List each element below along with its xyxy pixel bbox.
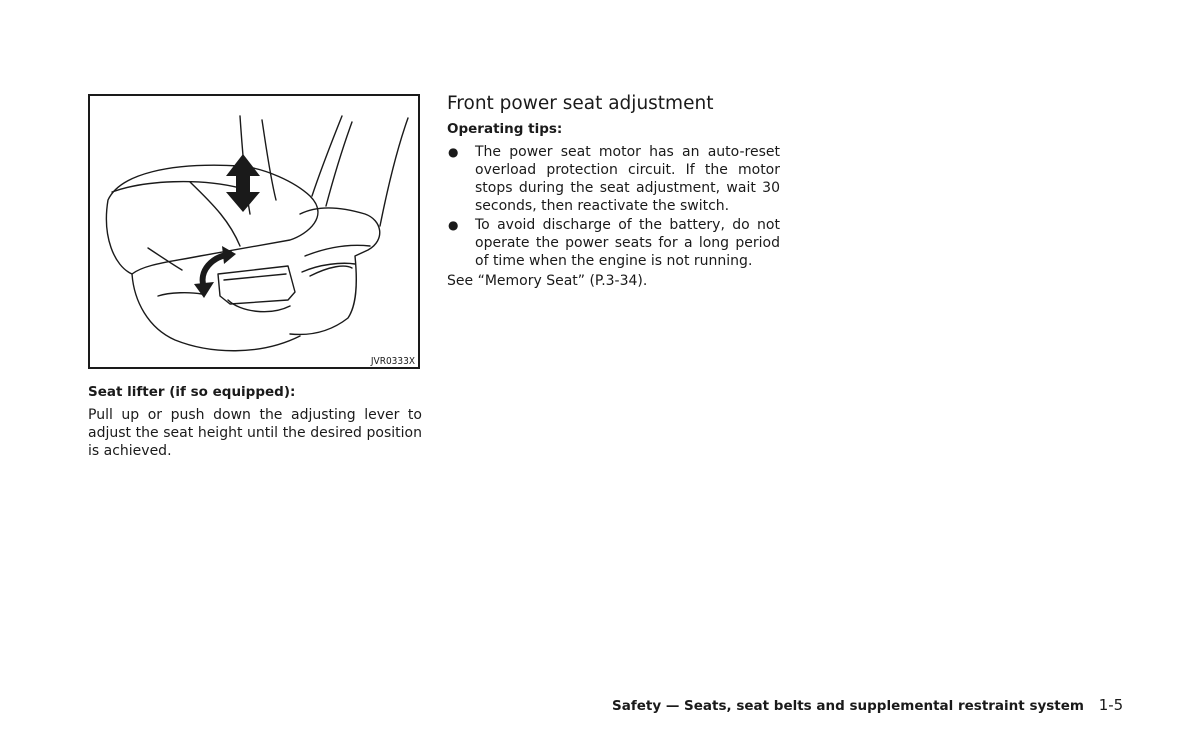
- tips-list: [447, 143, 780, 270]
- bullet-icon: ●: [448, 218, 459, 232]
- bullet-icon: ●: [448, 145, 459, 159]
- list-item: [447, 216, 780, 270]
- see-also-reference: See “Memory Seat” (P.3-34).: [447, 273, 648, 289]
- footer-section-title: Safety — Seats, seat belts and supplemental restraint system: [612, 698, 1084, 714]
- tip-text: The power seat motor has an auto-reset overload protection circuit. If the motor stops during the seat adjustment, wait 30 seconds, then reactivate the switch.: [475, 144, 780, 214]
- seat-lifter-heading: Seat lifter (if so equipped):: [88, 384, 296, 400]
- section-title: Front power seat adjustment: [447, 93, 714, 114]
- seat-illustration: [90, 96, 418, 367]
- seat-lifter-body: Pull up or push down the adjusting lever to adjust the seat height until the desired position is achieved.: [88, 407, 422, 459]
- list-item: [447, 143, 780, 215]
- page-footer: [612, 696, 1142, 714]
- tip-text: To avoid discharge of the battery, do not operate the power seats for a long period of time when the engine is not running.: [475, 217, 780, 269]
- power-seat-section: [447, 93, 780, 290]
- seat-lifter-section: [88, 384, 422, 460]
- seat-lifter-figure: [88, 94, 420, 369]
- page-number: 1-5: [1098, 696, 1124, 714]
- up-down-arrow-icon: [226, 154, 260, 212]
- figure-code: JVR0333X: [370, 356, 415, 367]
- operating-tips-heading: Operating tips:: [447, 121, 563, 137]
